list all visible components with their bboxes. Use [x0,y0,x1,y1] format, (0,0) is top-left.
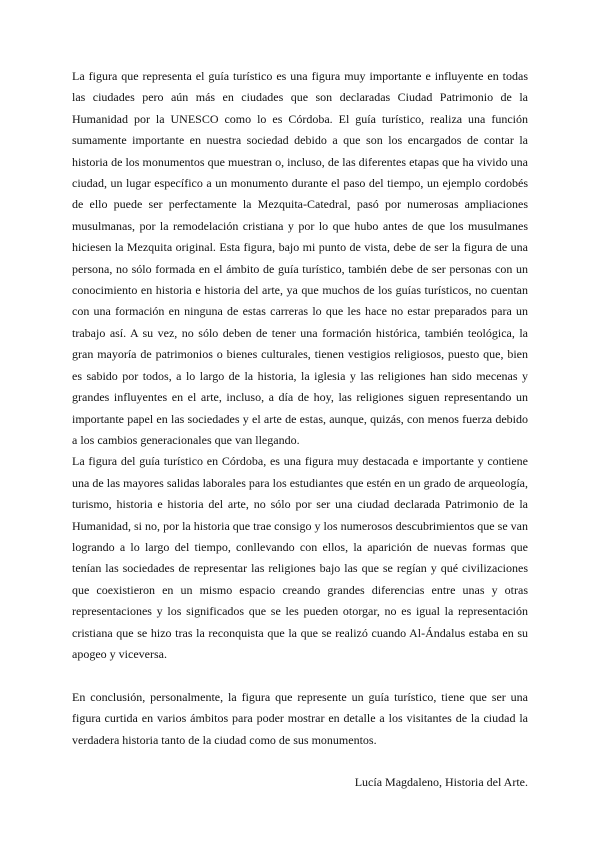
paragraph-conclusion: En conclusión, personalmente, la figura que represente un guía turístico, tiene que ser una figura curtida en varios ámbitos para poder mostrar en detalle a los visitantes de la ciudad la verdadera historia tanto de la ciudad como de sus monumentos. [72,689,528,747]
author-signature: Lucía Magdaleno, Historia del Arte. [354,775,528,790]
document-page [72,66,528,794]
paragraph-gap [72,665,528,686]
paragraph-guide-cordoba: La figura del guía turístico en Córdoba, es una figura muy destacada e importante y contiene una de las mayores salidas laborales para los estudiantes que estén en un grado de arqueología, turismo, historia e historia del arte, no sólo por ser una ciudad declarada Patrimonio de la Humanidad, si no, por la historia que trae consigo y los numerosos descubrimientos que se van logrando a lo largo del tiempo, conllevando con ellos, la aparición de nuevas formas que tenían las sociedades de representar las religiones bajo las que se regían y qué civilizaciones que coexistieron en un mismo espacio creando grandes diferencias entre unas y otras representaciones y los significados que se les pueden otorgar, no es igual la representación cristiana que se hizo tras la reconquista que la que se realizó cuando Al-Ándalus estaba en su apogeo y viceversa. [72,454,528,661]
paragraph-guide-importance: La figura que representa el guía turístico es una figura muy importante e influyente en todas las ciudades pero aún más en ciudades que son declaradas Ciudad Patrimonio de la Humanidad por la UNESCO como lo es Córdoba. El guía turístico, realiza una función sumamente importante en nuestra sociedad debido a que son los encargados de contar la historia de los monumentos que muestran o, incluso, de las diferentes etapas que ha vivido una ciudad, un lugar específico a un monumento durante el paso del tiempo, un ejemplo cordobés de ello puede ser perfectamente la Mezquita-Catedral, pasó por numerosas ampliaciones musulmanas, por la remodelación cristiana y por lo que hubo antes de que los musulmanes hiciesen la Mezquita original. Esta figura, bajo mi punto de vista, debe de ser la figura de una persona, no sólo formada en el ámbito de guía turístico, también debe de ser personas con un conocimiento en historia e historia del arte, ya que muchos de los guías turísticos, no cuentan con una formación en ninguna de estas carreras lo que les hace no estar preparados para un trabajo así. A su vez, no sólo deben de tener una formación histórica, también teológica, la gran mayoría de patrimonios o bienes culturales, tienen vestigios religiosos, puesto que, bien es sabido por todos, a lo largo de la historia, la iglesia y las religiones han sido mecenas y grandes influyentes en el arte, incluso, a día de hoy, las religiones siguen representando un importante papel en las sociedades y el arte de estas, aunque, quizás, con menos fuerza debido a los cambios generacionales que van llegando. [72,69,528,447]
